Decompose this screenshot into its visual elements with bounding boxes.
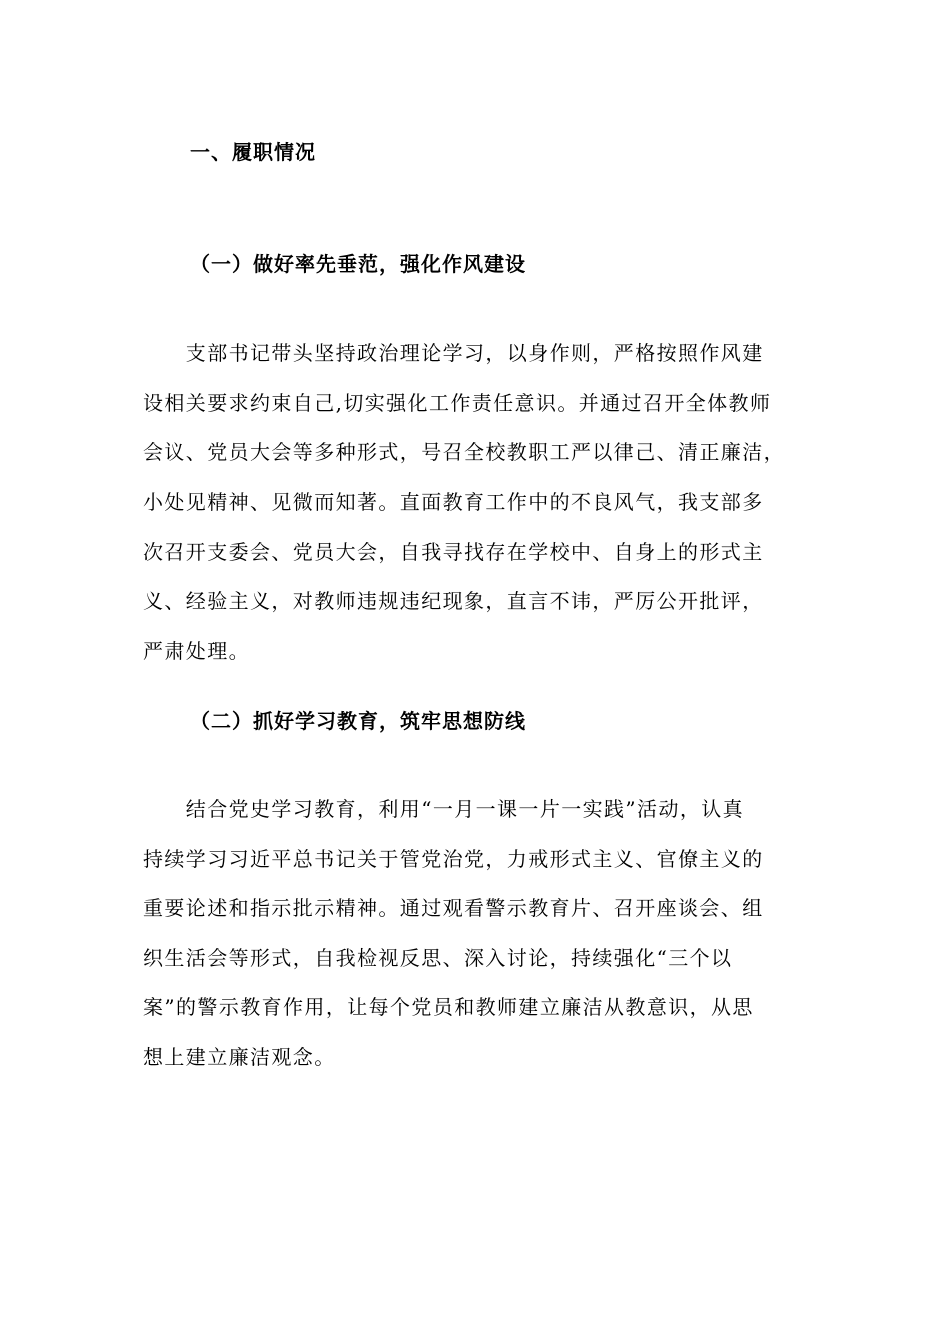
paragraph-2-line-1: 结合党史学习教育，利用“一月一课一片一实践”活动，认真 [143,797,745,821]
paragraph-1-line-3: 会议、党员大会等多种形式，号召全校教职工严以律己、清正廉洁， [143,440,785,464]
paragraph-2-line-6: 想上建立廉洁观念。 [143,1045,336,1069]
paragraph-2-line-2: 持续学习习近平总书记关于管党治党，力戒形式主义、官僚主义的 [143,847,764,871]
paragraph-1-line-5: 次召开支委会、党员大会，自我寻找存在学校中、自身上的形式主 [143,540,764,564]
paragraph-2-line-5: 案”的警示教育作用，让每个党员和教师建立廉洁从教意识，从思 [143,995,754,1019]
paragraph-2-line-4: 织生活会等形式，自我检视反思、深入讨论，持续强化“三个以 [143,946,733,970]
paragraph-1-line-4: 小处见精神、见微而知著。直面教育工作中的不良风气，我支部多 [143,490,764,514]
subsection-heading-2: （二）抓好学习教育，筑牢思想防线 [190,709,526,733]
paragraph-1-line-7: 严肃处理。 [143,639,250,663]
paragraph-1-line-6: 义、经验主义，对教师违规违纪现象，直言不讳，严厉公开批评， [143,589,764,613]
paragraph-1-line-1: 支部书记带头坚持政治理论学习，以身作则，严格按照作风建 [143,341,764,365]
subsection-heading-1: （一）做好率先垂范，强化作风建设 [190,252,526,276]
paragraph-1-line-2: 设相关要求约束自己,切实强化工作责任意识。并通过召开全体教师 [143,391,772,415]
section-heading: 一、履职情况 [190,140,316,164]
paragraph-2-line-3: 重要论述和指示批示精神。通过观看警示教育片、召开座谈会、组 [143,896,764,920]
